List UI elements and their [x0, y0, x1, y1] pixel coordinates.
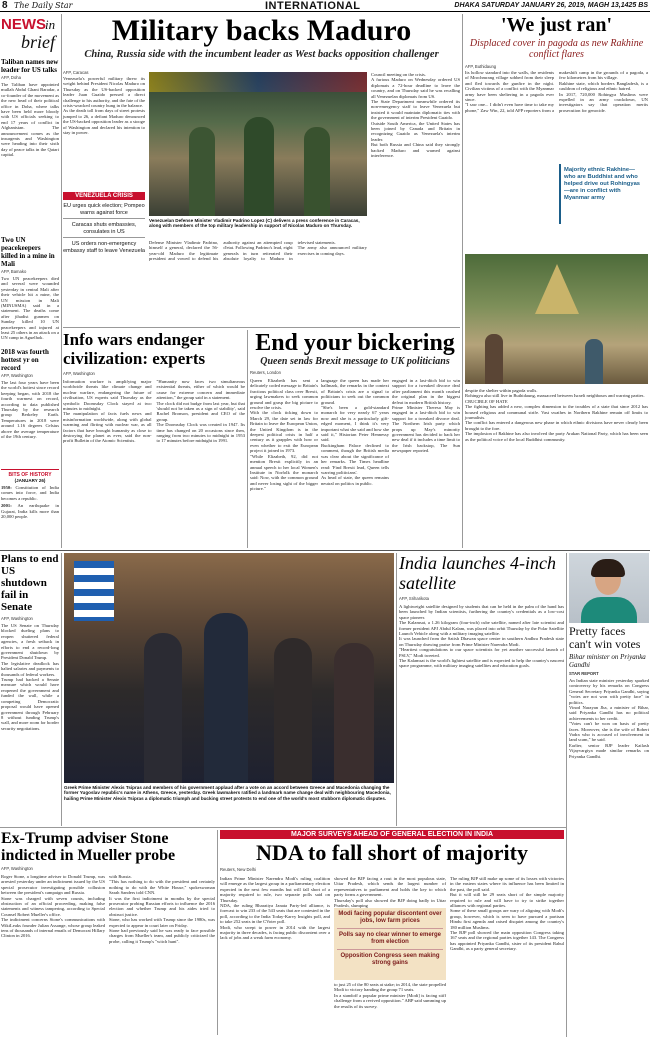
trump-adviser-col2: with Russia. "This has nothing to do with the president and certainly nothing to do with the White House," spokeswoman Sarah Sanders told CNN. It was the first indictment in months by the special prosecutor probing Russian efforts to influence the 2016 election and whether Trump and his aides tried to obstruct justice. Stone, who has worked with Trump since the 1980s, was expected to appear in court later on Friday. Stone had previously said he was ready to face possible charges from Mueller's team, and publicly criticized the probe, calling it Trump's "witch hunt". — [109, 874, 215, 944]
page-header — [0, 0, 650, 12]
bits-entry — [1, 503, 59, 519]
brief-item-2 — [1, 236, 59, 346]
bits-year: 1950: — [1, 485, 12, 490]
brief-headline: 2018 was fourth hottest yr on record — [1, 348, 49, 372]
crisis-title: VENEZUELA CRISIS — [63, 192, 145, 200]
nda-banner: MAJOR SURVEYS AHEAD OF GENERAL ELECTION IN INDIA — [220, 830, 564, 839]
person-figure — [204, 613, 248, 783]
bits-year: 2001: — [1, 503, 12, 509]
brief-headline: Two UN peacekeepers killed in a mine in Mali — [1, 236, 55, 268]
pagoda-photo — [465, 254, 648, 384]
pagoda-body: Its hollow standard into the walls, the residents of Mrochmrang village sobbed from their sleep and fled towards the gunfire in the night. Civilian victims of a conflict with the Myanmar army have been sheltering in a pagoda ever since. "I saw one... I didn't even have time to take my phone," Zaw Win, 22, told AFP reporters from a makeshift camp in the grounds of a pagoda, a few kilometres from his village. Rakhine state, which borders Bangladesh, is a cauldron of religious and ethnic hatred. In 2017, 720,000 Rohingya Muslims were expelled in an army crackdown, UN investigators say that operation merits prosecution for genocide. — [465, 70, 648, 113]
maduro-photo-caption: Venezuelan Defense Minister Vladimir Padrino Lopez (C) delivers a press conference in Caracas, along with members of the top military leadership in support of Nicolas Maduro on Thursday. — [149, 218, 360, 229]
doomsday-headline: Info wars endanger civilization: experts — [63, 330, 206, 368]
dateline: DHAKA SATURDAY JANUARY 26, 2019, MAGH 13,1425 BS — [454, 2, 648, 9]
india-satellite-headline: India launches 4-inch satellite — [399, 553, 556, 593]
general-figure — [304, 127, 330, 216]
people-figure — [485, 334, 503, 384]
person-figure — [274, 638, 312, 783]
shoulder-shape — [581, 597, 637, 623]
bickering-col1: Queen Elizabeth has sent a delicately coded message to Britain's fractious political class over Brexit, urging lawmakers to seek common ground and grasp the big picture to resolve the crisis. With the clock ticking down to March 29, the date set in law for Britain to leave the European Union, the United Kingdom is in the deepest political crisis in half a century as it grapples with how or even whether to exit the European project it joined in 1973. "While Elizabeth, 92, did not mention Brexit explicitly in an annual speech to her local Women's Institute in Norfolk the monarch said: Now, with the common ground and never losing sight of the bigger picture." — [250, 378, 318, 492]
general-figure — [244, 117, 274, 216]
bits-title: BITS OF HISTORY — [8, 472, 52, 478]
general-figure — [189, 127, 215, 216]
venezuela-crisis-box — [63, 192, 145, 276]
india-satellite-body: A lightweight satellite designed by students that can be held in the palm of the hand has been launched by Indian scientists, furthering the country's credentials as a low-cost space pioneer. The Kalamsat, a 1.26 kilogram (four-inch) cube satellite, named after late scientist and former president APJ Abdul Kalam, was placed into orbit Thursday by the Polar Satellite Launch Vehicle along with a military imaging satellite. It was launched from the Satish Dhawan space centre in southern Andhra Pradesh state on Thursday drawing praise from Prime Minister Narendra Modi. "Heartiest congratulations to our space scientists for yet another successful launch of PSLV," Modi tweeted. The Kalamsat is the world's lightest satellite and is expected to help the country's nascent space programme, with military imaging satellites and education goals. — [399, 604, 564, 669]
brief-byline: AFP, Bamako — [1, 269, 27, 274]
brief-headline: Taliban names new leader for US talks — [1, 58, 59, 74]
maduro-deck: China, Russia side with the incumbent leader as West backs opposition challenger — [84, 49, 439, 60]
nda-story — [220, 830, 564, 1035]
shutdown-byline: AFP, Washington — [1, 616, 33, 621]
news-in-brief — [0, 14, 60, 548]
bits-date: (JANUARY 26) — [14, 478, 46, 483]
brief-body: The Taliban have appointed mullah Abdul Ghani Baradar, a co-founder of the movement as the new head of their political office in Doha, where talks have been held more bloody with US officials seeking to end 17 years of conflict in Afghanistan. The announcement comes as the insurgents and Washington were heading into their sixth day of peace talks in the Qatari capital. — [1, 82, 61, 158]
bits-text: Constitution of India comes into force, and India becomes a republic. — [1, 485, 61, 501]
doomsday-body: Information warfare is amplifying major worldwide threats like climate change and nuclear warfare, endangering the future of civilisation, US experts said Thursday as the symbolic Doomsday Clock stayed at two minutes to midnight. The manipulation of facts fuels news and misinformation worldwide, along with global warming and flirting with nuclear war, as all factors that have brought humanity as close to destroying the planet as ever, said the non-profit Bulletin of the Atomic Scientists. "Humanity now faces two simultaneous existential threats, either of which would be cause for extreme concern and immediate attention," the group said in a statement. The clock did not budge from last year, but that 'should not be taken as a sign of stability', said Rachel Bronson, president and CEO of the group. The Doomsday Clock was created in 1947. Its time has changed on 20 occasions since then, ranging from two minutes to midnight in 1953 to 17 minutes before midnight in 1991. — [63, 379, 245, 444]
india-satellite-story — [399, 553, 564, 826]
priyanka-story — [569, 553, 649, 1035]
crisis-item: EU urges quick election; Pompeo warns against force — [63, 203, 145, 219]
bits-of-history — [1, 469, 59, 547]
greece-photo-caption: Greek Prime Minister Alexis Tsipras and members of his government applaud after a vote on an accord between Greece and Macedonia changing the former Yugoslav republic's name in Athens, Greece, yesterday. Greek lawmakers ratified a landmark name change deal with neighbouring Macedonia, hailing Prime Minister Alexis Tsipras a diplomatic triumph and bucking street protests to end one of the world's most stubborn diplomatic disputes. — [64, 785, 391, 801]
people-figure — [585, 339, 603, 384]
bickering-col2: language the queen has made her hallmark, the remarks in the context of Britain's crisis are a signal to politicians to seek out the common ground. "She's been a gold-standard monarch for very nearly 67 years now and she is a particularly gift-edged moment, I think it's very important what she said and how she said it," Historian Peter Hennessy said. Buckingham Palace declined to comment, though the British media was clear about the significance of her remarks. The Times headline read: 'Find Brexit lead, Queen tells warring politicians'. As head of state, the queen remains neutral on politics in public. — [321, 378, 389, 486]
bits-entry — [1, 485, 59, 501]
page-number: 8 — [2, 0, 8, 11]
person-figure — [334, 643, 374, 783]
pagoda-body2: despite the shelter within pagoda walls. Rohingya also still live in Buthidaung, massacred between Israeli neighbours and warring parties. CRUCIBLE OF HATE The fighting has added a new, complex dimension to the troubles of a state that since 2012 has housed religious and communal strife. Vast swathes in Northern Rakhine remain off limits to journalists. The conflict has entered a dangerous new phase in which ethnic divisions have never clearly been brought to the fore. The implosion of Rakhine has also involved the party Arakan National Party, which has been seen as the political voice of the local Buddhist community. — [465, 388, 648, 442]
nda-pullbox — [334, 908, 446, 980]
priyanka-body: An Indian state minister yesterday sparked controversy by his remarks on Congress General Secretary Priyanka Gandhi, saying "votes are not won with pretty face" in politics. Vinod Narayan Jha, a minister of Bihar, said Priyanka Gandhi has no political achievements to her credit. "Votes can't be won on basis of pretty faces. Moreover, she is the wife of Robert Vadra who is accused of involvement in land scam," he said. Earlier, senior BJP leader Kailash Vijayvargiya made similar remarks on Priyanka Gandhi. — [569, 678, 649, 759]
brief-body: The last four years have been the world's hottest since record keeping began, with 2018 the fourth warmest on record, according to data published Thursday by the research group Berkeley Earth. Temperatures in 2018 were around 1.16 degrees Celsius above the average temperature of the 19th century. — [1, 380, 61, 440]
shutdown-body: The US Senate on Thursday blocked dueling plans to reopen shuttered federal agencies, a fresh setback in efforts to end a record-long government shutdown by President Donald Trump. The legislative deadlock has halted salaries and payments to thousands of federal workers. Trump had backed a Senate measure which would have reopened the government and funded the wall, while a competing Democratic proposal would have opened government through February 8 without funding Trump's wall, and more room for border security negotiations. — [1, 623, 59, 731]
bickering-headline: End your bickering — [255, 330, 455, 356]
india-satellite-byline: AFP, Sriharikota — [399, 596, 429, 601]
pagoda-byline: AFP, Buthidaung — [465, 64, 497, 69]
brief-byline: AFP, Washington — [1, 373, 33, 378]
nda-pull-item: Opposition Congress seen making strong gains — [340, 953, 440, 966]
bickering-col3: engaged in a last-ditch bid to win support for a tweaked divorce deal after parliament this month crushed the original plan in the biggest defeat in modern British history. Prime Minister Theresa May is engaged in a last-ditch bid to win support for a tweaked divorce deal. The Northern Irish party which props up May's minority government has decided to back her new deal if it includes a time limit to the Irish backstop, The Sun newspaper reported. — [392, 378, 460, 454]
bickering-byline: Reuters, London — [250, 370, 281, 375]
brief-title-brief: brief — [21, 32, 55, 52]
maduro-headline: Military backs Maduro — [111, 14, 412, 47]
nda-col2b: to just 25 of the 80 seats at stake; in 2014, the state propelled Modi to victory handing the group 71 seats. In a standoff a popular prime minister [Modi] is facing stiff challenge from a revived opposition." ABP said summing up the results of its survey. — [334, 982, 447, 1009]
crisis-item: Caracas shuts embassies, consulates in US — [63, 222, 145, 238]
flag-stripe — [149, 72, 367, 92]
shutdown-headline: Plans to end US shutdown fail in Senate — [1, 553, 59, 613]
paper-name: The Daily Star — [14, 1, 73, 10]
nda-byline: Reuters, New Delhi — [220, 867, 257, 872]
bickering-story — [250, 330, 460, 548]
maduro-col2: Defense Minister Vladimir Padrino, himself a general, declared the 56-year-old Maduro the legitimate president and vowed to defend his authority against an attempted coup d'etat. Following Padrino's lead, eight generals in turn reiterated their absolute loyalty to Maduro in televised statements. The army also announced military exercises in coming days. — [149, 240, 367, 262]
maduro-col3: Council meeting on the crisis. A furious Maduro on Wednesday ordered US diplomats a 72-hour deadline to leave the country, and on Thursday said he was recalling all Venezuelan diplomats from US. The State Department meanwhile ordered its non-emergency staff to leave Venezuela but insisted it would maintain diplomatic ties with the government of interim President Guaido. Outside South America, the United States has been joined by Canada and Britain in recognizing Guaido as Venezuela's interim leader. But both Russia and China said they strongly backed Maduro and warned against interference. — [371, 72, 460, 159]
bickering-deck: Queen sends Brexit message to UK politicians — [260, 356, 450, 367]
brief-title-in: in — [45, 17, 56, 32]
brief-title — [1, 16, 59, 56]
section-label: INTERNATIONAL — [265, 0, 361, 12]
greece-photo — [64, 553, 394, 783]
person-figure — [144, 633, 182, 783]
priyanka-byline: STAR REPORT — [569, 671, 599, 676]
maduro-col1: Venezuela's powerful military threw its weight behind President Nicolas Maduro on Thursday as the US-backed opposition leader Juan Guaido pressed a direct challenge to his authority, and the fate of the crisis-wracked country hung in the balance. As the death toll from days of street protests jumped to 26, a defiant Maduro denounced the US-backed opposition leader as a stooge of Washington and declared his intention to stay in power. — [63, 76, 145, 136]
maduro-byline: AFP, Caracas — [63, 70, 89, 75]
nda-col1: Indian Prime Minister Narendra Modi's ruling coalition will emerge as the largest group in a parliamentary election expected in the next few months but will fall short of a majority required to rule, two separate polls said on Thursday. NDA, the ruling Bharatiya Janata Party-led alliance, is forecast to win 233 of the 543 seats that are contested in the poll, according to the India Today-Karvy Insights poll, and to take 252 seats in the CVoter poll. Modi, who swept to power in 2014 with the largest majority in three decades, is facing public discontent over a lack of jobs and a weak farm economy. — [220, 876, 330, 941]
bits-text: An earthquake in Gujarat, India kills more than 20,000 people. — [1, 503, 61, 520]
doomsday-byline: AFP, Washington — [63, 371, 95, 376]
pagoda-spire — [535, 264, 579, 314]
crisis-item: US orders non-emergency embassy staff to leave Venezuela — [63, 241, 145, 254]
brief-byline: AFP, Doha — [1, 75, 21, 80]
maduro-photo — [149, 72, 367, 216]
nda-headline: NDA to fall short of majority — [256, 840, 528, 865]
nda-col3: The ruling BJP still make up some of its losses with victories in the eastern states where its influence has been limited in the past, the poll said. But it will still be 29 seats short of the simple majority required to rule and will have to try to strike together alliances with regional parties. Some of these small groups are wary of aligning with Modi's group, however, which is seen to have pursued a partisan Hindu first agenda and raised disquiet among the country's 180 million Muslims. The BJP poll showed the main opposition Congress taking 167 seats and the regional parties together 143. The Congress has appointed Priyanka Gandhi, sister of its president Rahul Gandhi, as a party general secretary. — [450, 876, 564, 952]
hair-shape — [591, 559, 625, 577]
brief-item-1 — [1, 58, 59, 236]
priyanka-headline: Pretty faces can't win votes — [569, 624, 641, 651]
trump-adviser-col1: Roger Stone, a longtime adviser to Donald Trump, was arrested yesterday under an indictment issued by the US special prosecutor investigating possible collusion between the president's campaign and Russia. Stone was charged with seven counts, including obstruction of an official proceeding, making false statements and witness tampering, according to Special Counsel Robert Mueller's office. The indictment concerns Stone's communications with WikiLeaks founder Julian Assange, whose group leaked tens of thousands of internal emails of Democrat Hillary Clinton in 2016. — [1, 874, 105, 939]
nda-col2: showed the BJP facing a rout in the most populous state, Uttar Pradesh, which sends the largest number of representatives to parliament and holds the key to which party forms a government. Thursday's poll also showed the BJP doing badly in Uttar Pradesh, slumping — [334, 876, 446, 909]
brief-title-news: NEWS — [1, 16, 46, 33]
shutdown-story — [1, 553, 59, 826]
nda-pull-item: Modi facing popular discontent over jobs, low farm prices — [337, 911, 443, 929]
trump-adviser-byline: AFP, Washington — [1, 866, 33, 871]
doomsday-story — [63, 330, 245, 548]
trump-adviser-headline: Ex-Trump adviser Stone indicted in Mueller probe — [1, 830, 176, 864]
flag-icon — [74, 561, 114, 621]
brief-item-3 — [1, 348, 59, 448]
pagoda-headline: 'We just ran' — [500, 14, 613, 36]
trump-adviser-story — [1, 830, 215, 1035]
nda-pull-item: Polls say no clear winner to emerge from election — [337, 929, 443, 950]
pagoda-deck: Displaced cover in pagoda as new Rakhine conflict flares — [469, 38, 644, 60]
brief-body: Two UN peacekeepers died and several were wounded yesterday in central Mali after their vehicle hit a mine, the UN mission in Mali (MINUSMA) said in a statement. The deaths come after jihadist gunmen on Sunday killed 10 UN peacekeepers and injured at least 25 others in an attack on a UN camp in Aguelhok. — [1, 276, 61, 341]
pagoda-pullquote: Majority ethnic Rakhine—who are Buddhist and who helped drive out Rohingyas—are in conflict with Myanmar army — [559, 164, 648, 224]
maduro-story — [63, 14, 460, 326]
pagoda-story — [465, 14, 648, 548]
priyanka-deck: Bihar minister on Priyanka Gandhi — [569, 653, 646, 669]
priyanka-photo — [569, 553, 649, 623]
